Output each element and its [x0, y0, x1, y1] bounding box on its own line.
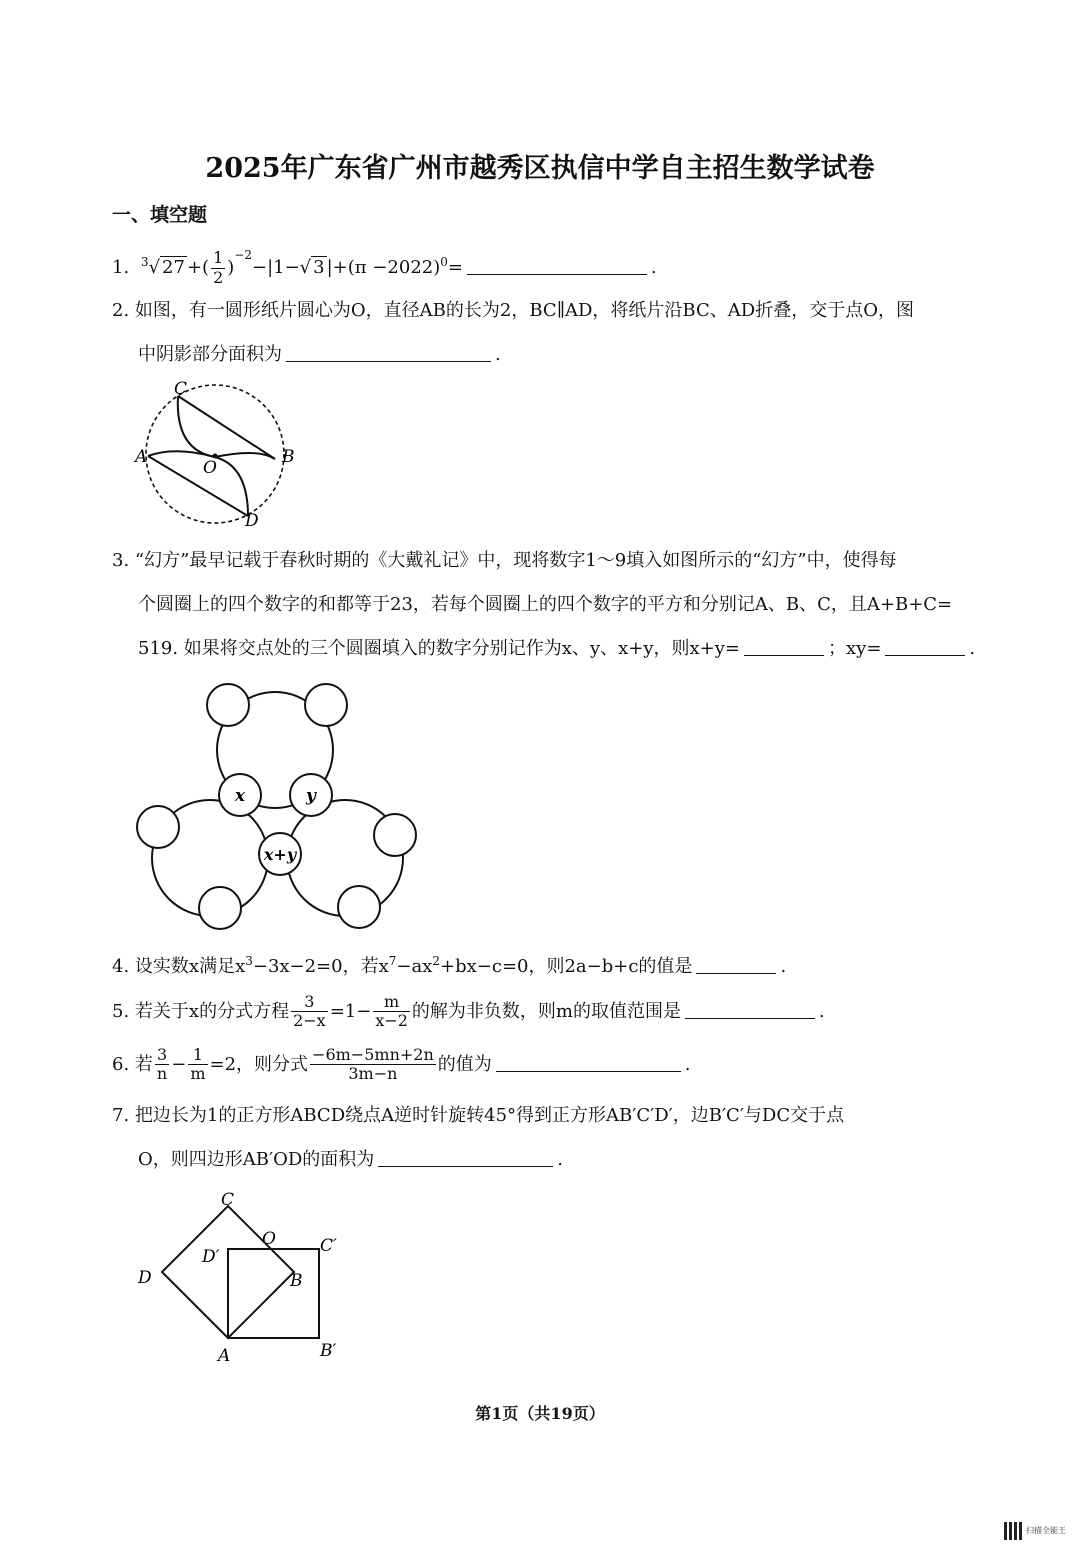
numerator: 1: [213, 248, 224, 268]
cube-root-sign: √: [148, 257, 161, 278]
root-index: 3: [140, 255, 149, 269]
label-x-plus-y: x+y: [263, 845, 297, 864]
question-text: 若: [134, 1053, 153, 1075]
question-number: 3.: [112, 550, 130, 571]
question-text: 的值为: [437, 1053, 492, 1075]
question-text: +bx−c=0，则2a−b+c的值是: [440, 956, 693, 977]
exponent: −2: [234, 248, 252, 262]
question-text: 519. 如果将交点处的三个圆圈填入的数字分别记作为x、y、x+y，则x+y=: [138, 638, 741, 659]
question-text: =2，则分式: [209, 1053, 309, 1075]
question-4: [112, 954, 786, 978]
qr-code-icon: [1004, 1522, 1022, 1540]
minus: −: [171, 1053, 187, 1075]
small-circle: [137, 806, 179, 848]
superscript: 3: [245, 954, 253, 968]
denominator: 3m−n: [348, 1064, 398, 1084]
end-dot: .: [969, 638, 976, 659]
question-5: [112, 993, 825, 1031]
question-3-line-3: [138, 638, 975, 660]
question-2-line-2: [138, 344, 501, 366]
answer-blank[interactable]: [286, 360, 491, 362]
end-dot: .: [650, 257, 657, 278]
label-b: B: [282, 447, 295, 467]
question-text: 把边长为1的正方形ABCD绕点A逆时针旋转45°得到正方形AB′C′D′，边B′C′与DC交于点: [134, 1105, 845, 1126]
superscript: 2: [432, 954, 441, 968]
radicand: 27: [162, 257, 185, 278]
label-d-prime: D′: [202, 1247, 220, 1267]
question-text: “幻方”最早记载于春秋时期的《大戴礼记》中，现将数字1～9填入如图所示的“幻方”中，使得每: [134, 550, 897, 571]
denominator: 2−x: [293, 1011, 326, 1031]
label-b-prime: B′: [320, 1341, 337, 1361]
arc-c: [178, 396, 215, 457]
label-a: A: [218, 1346, 231, 1366]
end-dot: .: [557, 1149, 563, 1170]
question-number: 1.: [112, 257, 130, 278]
q2-circle-figure: [130, 378, 310, 530]
label-d: D: [138, 1268, 152, 1288]
sqrt-sign: √: [299, 257, 312, 278]
answer-blank[interactable]: [496, 1070, 681, 1072]
minus-abs: −|1−: [251, 257, 300, 278]
numerator: −6m−5mn+2n: [312, 1045, 434, 1064]
end-dot: .: [780, 956, 787, 977]
small-circle: [199, 887, 241, 929]
numerator: 1: [188, 1046, 207, 1065]
denominator: x−2: [375, 1011, 408, 1031]
question-7-line-2: [138, 1149, 563, 1171]
answer-blank-sum[interactable]: [744, 654, 824, 656]
end-dot: .: [819, 1000, 825, 1022]
question-text: 若关于x的分式方程: [134, 1000, 290, 1022]
label-a: A: [135, 447, 148, 467]
chord-bc: [178, 396, 275, 459]
label-y: y: [306, 786, 316, 806]
question-2-line-1: [112, 300, 914, 322]
label-o: O: [262, 1229, 276, 1249]
page-footer: 第1页（共19页）: [475, 1404, 605, 1423]
q7-rotated-square-figure: [130, 1185, 360, 1370]
question-text: 的解为非负数，则m的取值范围是: [411, 1000, 681, 1022]
denominator: m: [190, 1064, 206, 1084]
fraction: [188, 1046, 207, 1084]
denominator: n: [156, 1064, 168, 1084]
question-text: 个圆圈上的四个数字的和都等于23，若每个圆圈上的四个数字的平方和分别记A、B、C，且A+B+C=: [138, 594, 953, 615]
numerator: 3: [291, 993, 328, 1012]
fraction: [310, 1046, 436, 1084]
sqrt-value: 3: [313, 257, 325, 278]
equals: =: [447, 257, 463, 278]
question-3-line-1: [112, 550, 897, 572]
question-number: 7.: [112, 1105, 130, 1126]
answer-blank[interactable]: [467, 273, 647, 275]
question-text: −ax: [396, 956, 433, 977]
question-text: 中阴影部分面积为: [138, 344, 282, 365]
answer-blank-product[interactable]: [885, 654, 965, 656]
abs-close: |+(π −2022): [326, 257, 441, 278]
question-number: 4.: [112, 956, 130, 977]
answer-blank[interactable]: [378, 1165, 553, 1167]
question-text: O，则四边形AB′OD的面积为: [138, 1149, 375, 1170]
label-x: x: [234, 786, 246, 806]
question-3-line-2: [138, 594, 952, 616]
question-number: 6.: [112, 1053, 130, 1075]
question-text: 如图，有一圆形纸片圆心为O，直径AB的长为2，BC∥AD，将纸片沿BC、AD折叠，交于点O，图: [134, 300, 914, 321]
fraction: [291, 993, 328, 1031]
zero-exponent: 0: [440, 255, 448, 269]
end-dot: .: [684, 1053, 691, 1075]
page-title: 2025年广东省广州市越秀区执信中学自主招生数学试卷: [205, 153, 875, 184]
superscript: 7: [388, 954, 397, 968]
small-circle: [305, 684, 347, 726]
label-o: O: [203, 458, 217, 478]
scanner-watermark: 扫描全能王: [1026, 1526, 1066, 1535]
end-dot: .: [495, 344, 501, 365]
question-6: [112, 1046, 691, 1084]
small-circle: [338, 886, 380, 928]
question-7-line-1: [112, 1105, 844, 1127]
fraction-half: [211, 249, 225, 287]
small-circle: [374, 814, 416, 856]
label-c-prime: C′: [320, 1236, 337, 1256]
label-d: D: [245, 511, 259, 530]
question-1: [112, 248, 657, 287]
fraction: [155, 1046, 169, 1084]
close-paren: ): [227, 257, 235, 278]
plus-paren: +(: [186, 257, 210, 278]
label-b: B: [290, 1271, 303, 1291]
numerator: 3: [155, 1046, 169, 1065]
question-text: 设实数x满足x: [134, 956, 246, 977]
label-c: C: [174, 379, 188, 399]
question-text: ；xy=: [828, 638, 882, 659]
label-c: C: [221, 1190, 235, 1210]
q3-magic-circles-figure: [130, 675, 430, 937]
answer-blank[interactable]: [685, 1017, 815, 1019]
arc-a: [148, 451, 215, 457]
answer-blank[interactable]: [696, 972, 776, 974]
chord-ad: [148, 456, 248, 516]
question-number: 2.: [112, 300, 130, 321]
fraction: [373, 993, 410, 1031]
numerator: m: [373, 993, 410, 1012]
section-heading: 一、填空题: [112, 204, 208, 226]
denominator: 2: [213, 267, 224, 287]
question-text: =1−: [329, 1000, 372, 1022]
small-circle: [207, 684, 249, 726]
question-text: −3x−2=0，若x: [252, 956, 389, 977]
question-number: 5.: [112, 1000, 130, 1022]
